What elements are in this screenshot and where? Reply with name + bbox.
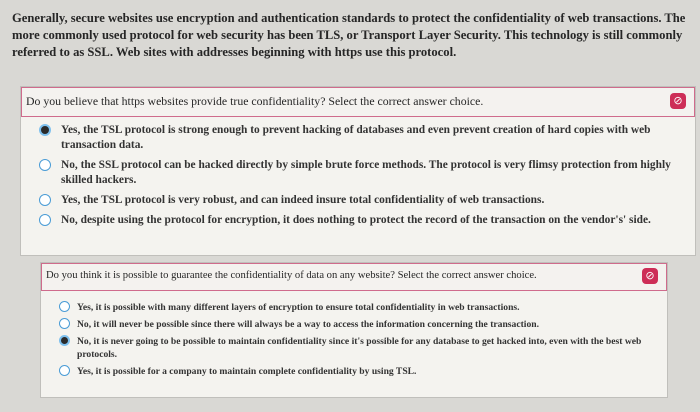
answer-option-label: Yes, the TSL protocol is strong enough to prevent hacking of databases and even prevent creation of hard copies with web transaction data. [61,124,651,151]
intro-paragraph: Generally, secure websites use encryption and authentication standards to protect the confidentiality of web transactions. The more commonly used protocol for web security has been TLS, or Transport Layer Security. This technology is still commonly referred to as SSL. Web sites with addresses beginning with https use this protocol. [12,11,686,59]
answer-option-label: No, despite using the protocol for encryption, it does nothing to protect the record of the transaction on the vendor's' side. [61,214,651,226]
question-2-options [41,301,667,382]
radio-button[interactable] [39,194,51,206]
incorrect-icon: ⊘ [670,93,686,109]
answer-option[interactable] [41,335,667,361]
answer-option[interactable] [21,213,695,228]
radio-button-selected[interactable] [39,124,51,136]
radio-button[interactable] [59,318,70,329]
radio-button[interactable] [59,301,70,312]
answer-option[interactable] [21,193,695,208]
radio-button[interactable] [39,214,51,226]
question-1-text: Do you believe that https websites provide true confidentiality? Select the correct answer choice. [26,94,484,108]
incorrect-icon: ⊘ [642,268,658,284]
radio-button-selected[interactable] [59,335,70,346]
answer-option[interactable] [41,318,667,331]
answer-option-label: No, it is never going to be possible to maintain confidentiality since it's possible for any database to get hacked into, even with the best web protocols. [77,336,642,360]
answer-option[interactable] [21,123,695,153]
question-1-header [21,87,695,117]
answer-option[interactable] [41,301,667,314]
answer-option-label: Yes, the TSL protocol is very robust, and can indeed insure total confidentiality of web transactions. [61,194,545,206]
question-1-panel [20,86,696,256]
radio-button[interactable] [59,365,70,376]
answer-option[interactable] [21,158,695,188]
question-2-text: Do you think it is possible to guarantee the confidentiality of data on any website? Select the correct answer choice. [46,270,537,281]
radio-button[interactable] [39,159,51,171]
question-1-options [21,123,695,233]
answer-option[interactable] [41,365,667,378]
answer-option-label: Yes, it is possible with many different layers of encryption to ensure total confidentiality in web transactions. [77,302,520,313]
answer-option-label: Yes, it is possible for a company to maintain complete confidentiality by using TSL. [77,366,417,377]
answer-option-label: No, the SSL protocol can be hacked directly by simple brute force methods. The protocol is very flimsy protection from highly skilled hackers. [61,159,671,186]
answer-option-label: No, it will never be possible since there will always be a way to access the information concerning the transaction. [77,319,539,330]
question-2-panel [40,262,668,398]
question-2-header [41,263,667,291]
